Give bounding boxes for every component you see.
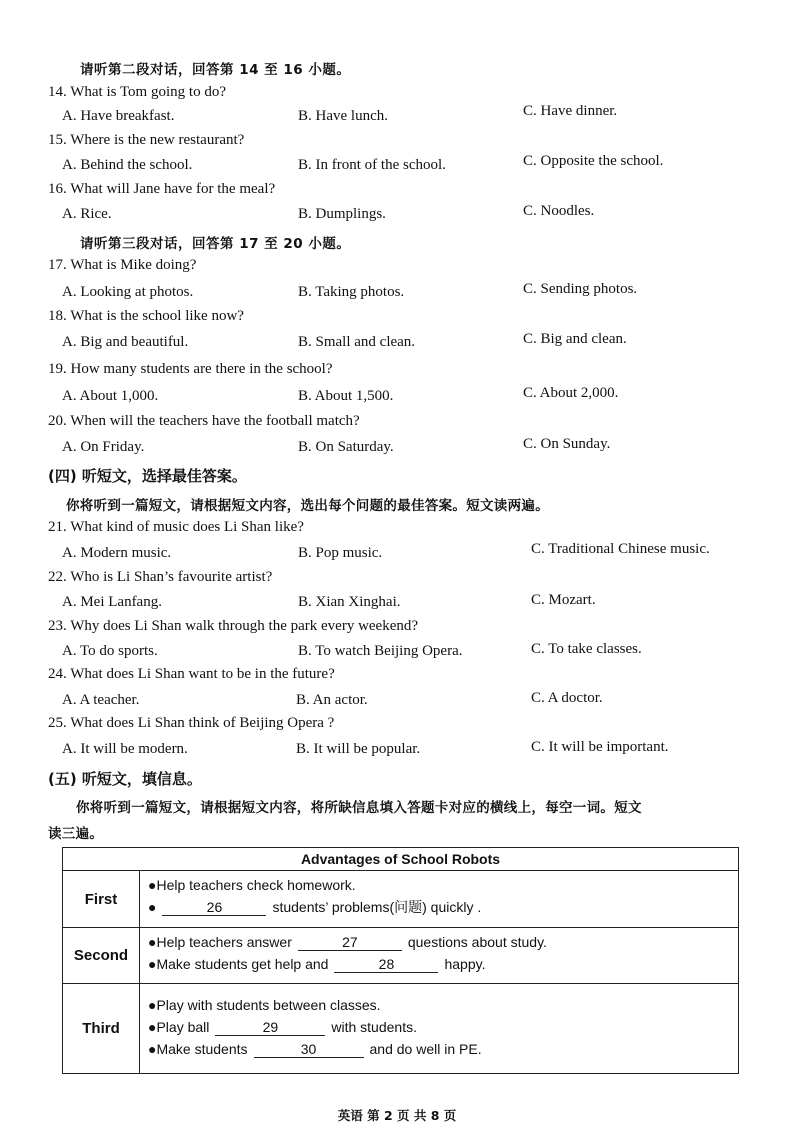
third-line-2-tail: with students. <box>331 1019 417 1035</box>
blank-26[interactable]: 26 <box>162 899 266 916</box>
q22-option-b: B. Xian Xinghai. <box>298 594 401 610</box>
q19-option-a: A. About 1,000. <box>62 388 159 404</box>
third-line-3 <box>148 1038 730 1060</box>
third-line-1: ●Play with students between classes. <box>148 997 381 1013</box>
q18-option-b: B. Small and clean. <box>298 334 416 350</box>
question-23: 23. Why does Li Shan walk through the park every weekend? <box>48 618 419 634</box>
q25-option-b: B. It will be popular. <box>296 741 421 757</box>
q14-option-c: C. Have dinner. <box>523 103 618 119</box>
q14-option-a: A. Have breakfast. <box>62 108 175 124</box>
second-line-1 <box>148 931 730 953</box>
second-line-1-text: ●Help teachers answer <box>148 934 292 950</box>
row-label-third: Third <box>63 984 140 1074</box>
q20-option-b: B. On Saturday. <box>298 439 394 455</box>
question-14: 14. What is Tom going to do? <box>48 84 226 100</box>
q21-option-b: B. Pop music. <box>298 545 383 561</box>
question-17: 17. What is Mike doing? <box>48 257 197 273</box>
row-label-first: First <box>63 871 140 928</box>
row-second-content <box>140 928 739 984</box>
row-first-content <box>140 871 739 928</box>
section-4-instruction: 你将听到一篇短文，请根据短文内容，选出每个问题的最佳答案。短文读两遍。 <box>66 498 549 514</box>
q16-option-c: C. Noodles. <box>523 203 595 219</box>
blank-30[interactable]: 30 <box>254 1041 364 1058</box>
first-line-2-text: students’ problems(问题) quickly . <box>272 899 482 915</box>
question-21: 21. What kind of music does Li Shan like? <box>48 519 304 535</box>
q15-option-b: B. In front of the school. <box>298 157 446 173</box>
third-line-2 <box>148 1016 730 1038</box>
q15-option-a: A. Behind the school. <box>62 157 193 173</box>
second-line-2 <box>148 953 730 975</box>
question-15: 15. Where is the new restaurant? <box>48 132 245 148</box>
section-5-instruction-line2: 读三遍。 <box>48 826 104 842</box>
q16-option-b: B. Dumplings. <box>298 206 386 222</box>
second-line-2-tail: happy. <box>444 956 486 972</box>
advantages-table <box>62 847 739 1074</box>
section-5-instruction-line1: 你将听到一篇短文，请根据短文内容，将所缺信息填入答题卡对应的横线上，每空一词。短文 <box>76 800 642 816</box>
q17-option-a: A. Looking at photos. <box>62 284 194 300</box>
q25-option-a: A. It will be modern. <box>62 741 188 757</box>
q17-option-c: C. Sending photos. <box>523 281 638 297</box>
third-line-3-tail: and do well in PE. <box>369 1041 482 1057</box>
q18-option-a: A. Big and beautiful. <box>62 334 189 350</box>
row-third-content <box>140 984 739 1074</box>
question-25: 25. What does Li Shan think of Beijing Opera ? <box>48 715 335 731</box>
blank-29[interactable]: 29 <box>215 1019 325 1036</box>
third-line-2-text: ●Play ball <box>148 1019 210 1035</box>
q23-option-b: B. To watch Beijing Opera. <box>298 643 463 659</box>
page-footer: 英语 第 2 页 共 8 页 <box>337 1108 457 1123</box>
q22-option-a: A. Mei Lanfang. <box>62 594 162 610</box>
q19-option-c: C. About 2,000. <box>523 385 619 401</box>
q14-option-b: B. Have lunch. <box>298 108 388 124</box>
part3-instruction: 请听第三段对话，回答第 17 至 20 小题。 <box>80 236 351 252</box>
q20-option-c: C. On Sunday. <box>523 436 611 452</box>
q24-option-b: B. An actor. <box>296 692 368 708</box>
question-22: 22. Who is Li Shan’s favourite artist? <box>48 569 273 585</box>
blank-27[interactable]: 27 <box>298 934 402 951</box>
blank-28[interactable]: 28 <box>334 956 438 973</box>
question-19: 19. How many students are there in the school? <box>48 361 333 377</box>
q17-option-b: B. Taking photos. <box>298 284 405 300</box>
q25-option-c: C. It will be important. <box>531 739 669 755</box>
third-line-3-text: ●Make students <box>148 1041 248 1057</box>
q18-option-c: C. Big and clean. <box>523 331 627 347</box>
bullet: ● <box>148 899 157 915</box>
q16-option-a: A. Rice. <box>62 206 112 222</box>
question-16: 16. What will Jane have for the meal? <box>48 181 276 197</box>
q19-option-b: B. About 1,500. <box>298 388 394 404</box>
second-line-1-tail: questions about study. <box>407 934 547 950</box>
question-20: 20. When will the teachers have the football match? <box>48 413 360 429</box>
q15-option-c: C. Opposite the school. <box>523 153 664 169</box>
section-4-title: (四) 听短文，选择最佳答案。 <box>48 467 247 485</box>
q23-option-c: C. To take classes. <box>531 641 642 657</box>
part2-instruction: 请听第二段对话，回答第 14 至 16 小题。 <box>80 62 351 78</box>
section-5-title: (五) 听短文，填信息。 <box>48 770 202 788</box>
second-line-2-text: ●Make students get help and <box>148 956 329 972</box>
q22-option-c: C. Mozart. <box>531 592 596 608</box>
q21-option-c: C. Traditional Chinese music. <box>531 541 710 557</box>
question-18: 18. What is the school like now? <box>48 308 244 324</box>
first-line-2 <box>148 896 730 918</box>
q24-option-a: A. A teacher. <box>62 692 140 708</box>
q21-option-a: A. Modern music. <box>62 545 172 561</box>
row-label-second: Second <box>63 928 140 984</box>
first-line-1: ●Help teachers check homework. <box>148 877 356 893</box>
table-title: Advantages of School Robots <box>63 848 739 871</box>
q20-option-a: A. On Friday. <box>62 439 145 455</box>
q23-option-a: A. To do sports. <box>62 643 158 659</box>
question-24: 24. What does Li Shan want to be in the future? <box>48 666 335 682</box>
q24-option-c: C. A doctor. <box>531 690 603 706</box>
